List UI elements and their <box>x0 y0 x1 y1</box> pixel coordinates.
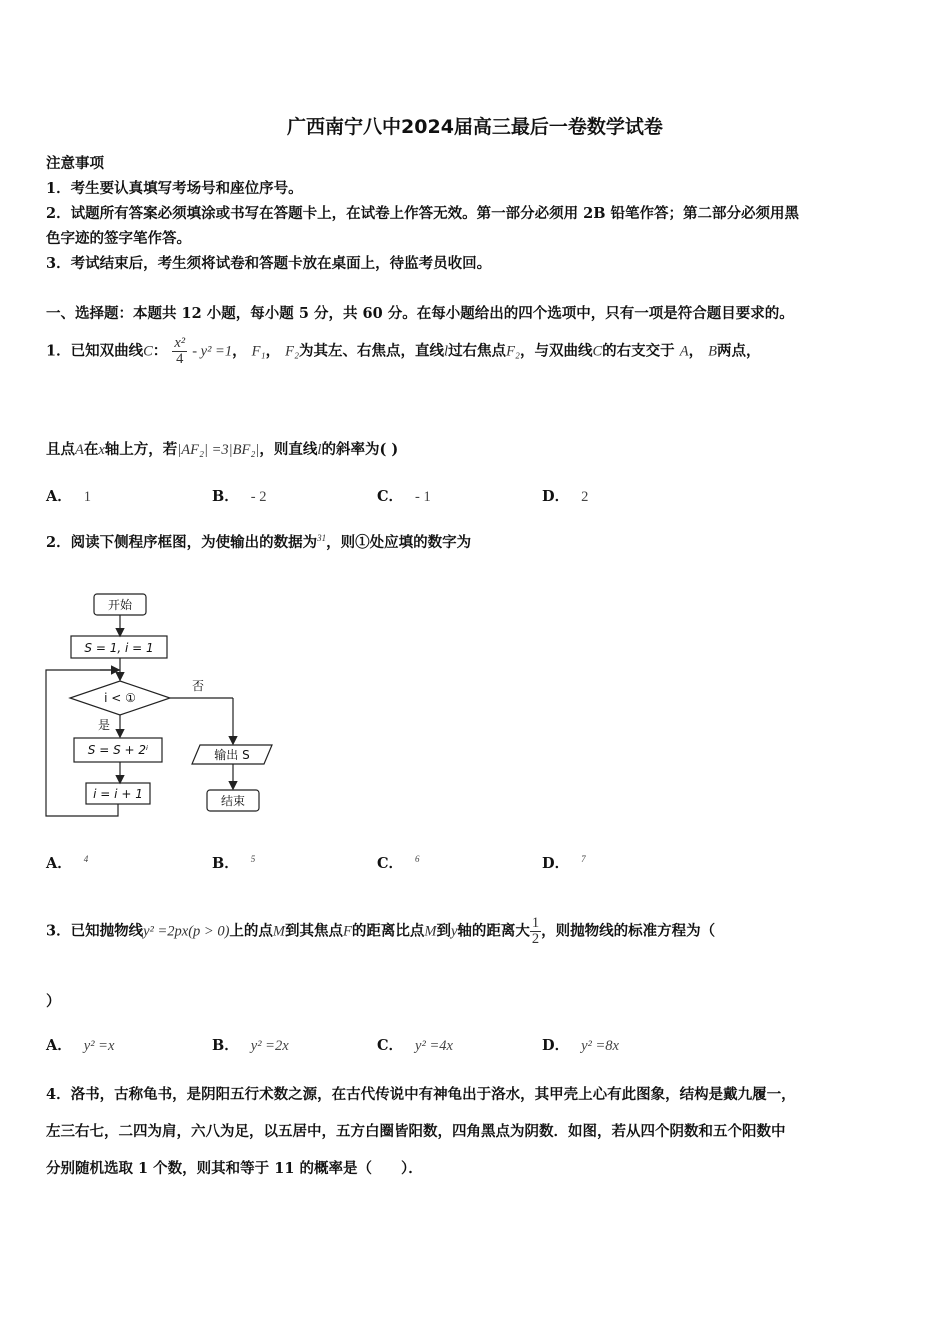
q3-t1: 3．已知抛物线 <box>46 922 144 940</box>
q1-line2b: 在 <box>83 441 99 458</box>
question-4-line-3: 分别随机选取 1 个数，则其和等于 11 的概率是（ ）． <box>46 1160 423 1177</box>
q1-line2c: 轴上方，若 <box>104 441 178 458</box>
q1-f2b: F₂ <box>506 343 520 360</box>
q1-line2e: 的斜率为( ) <box>321 441 399 458</box>
q3-t4: 的距离比点 <box>351 922 425 940</box>
q2-option-b[interactable]: B． $^5$ <box>212 854 256 872</box>
q3-t2: 上的点 <box>229 922 273 940</box>
q3-y: y <box>450 923 458 940</box>
question-1-line-2 <box>46 438 398 459</box>
flow-start-label: 开始 <box>107 598 133 612</box>
section-heading: 一、选择题：本题共 12 小题，每小题 5 分，共 60 分。在每小题给出的四个选项中，只有一项是符合题目要求的。 <box>46 305 794 322</box>
q3-m: M <box>272 923 286 940</box>
q2-option-c[interactable]: C． $^6$ <box>377 854 420 872</box>
q1-option-c[interactable]: C． - 1 <box>377 488 431 505</box>
q3-f: F <box>343 923 352 940</box>
q1-a: A <box>679 343 689 360</box>
q3-t6: 轴的距离大 <box>457 922 530 940</box>
q3-t5: 到 <box>436 922 451 940</box>
q1-sep3: ， <box>688 342 704 360</box>
q1-line2d: ，则直线 <box>259 441 318 458</box>
q1-a2: A <box>75 442 84 458</box>
flow-init-label: S = 1, i = 1 <box>84 641 154 655</box>
q1-option-d[interactable]: D． 2 <box>542 488 589 505</box>
q3-fraction: $\frac{1}{2}$ <box>531 915 540 947</box>
flow-output-label: 输出 S <box>214 748 250 762</box>
q2-option-a[interactable]: A． $^4$ <box>46 854 89 872</box>
q1-option-a[interactable]: A． 1 <box>46 488 92 505</box>
q3-t7: ，则抛物线的标准方程为（ <box>541 922 716 940</box>
flow-yes-label: 是 <box>98 718 111 732</box>
q2-t2: ，则①处应填的数字为 <box>326 534 472 551</box>
q2-t1: 2．阅读下侧程序框图，为使输出的数据为 <box>46 534 318 551</box>
q3-option-a[interactable]: A． y² =x <box>46 1037 115 1054</box>
q1-c2: C <box>592 343 603 360</box>
notice-item-1: 1．考生要认真填写考场号和座位序号。 <box>46 180 303 197</box>
q3-m2: M <box>424 923 437 940</box>
q1-l2: l <box>317 442 322 458</box>
q1-t3: ，与双曲线 <box>519 342 593 360</box>
notice-item-3: 3．考试结束后，考生须将试卷和答题卡放在桌面上，待监考员收回。 <box>46 255 492 272</box>
q1-sep2: ， <box>265 342 281 360</box>
q3-option-c[interactable]: C． y² =4x <box>377 1037 453 1054</box>
q1-t5: 两点， <box>716 342 761 360</box>
q3-t3: 到其焦点 <box>285 922 344 940</box>
flow-cond-label: i < ① <box>104 691 136 705</box>
q1-colon: ： <box>152 342 168 360</box>
question-4-line-1: 4．洛书，古称龟书，是阴阳五行术数之源，在古代传说中有神龟出于洛水，其甲壳上心有此图象，结构是戴九履一， <box>46 1086 796 1103</box>
q3-option-d[interactable]: D． y² =8x <box>542 1037 619 1054</box>
q1-b: B <box>708 343 717 360</box>
q1-f1: F₁ <box>251 343 266 360</box>
flow-update-i-label: i = i + 1 <box>93 787 143 801</box>
q1-prefix: 1．已知双曲线 <box>46 342 144 360</box>
q1-f2: F₂ <box>285 343 300 360</box>
flowchart <box>40 585 290 825</box>
page-title: 广西南宁八中2024届高三最后一卷数学试卷 <box>287 116 663 138</box>
q1-fraction: $\frac{\text{x²}}{4}$ <box>174 335 186 367</box>
q2-option-d[interactable]: D． $^7$ <box>542 854 586 872</box>
flow-end-label: 结束 <box>220 794 246 808</box>
q1-t2: 过右焦点 <box>448 342 507 360</box>
q1-sep1: ， <box>232 342 247 360</box>
flow-no-label: 否 <box>192 679 205 693</box>
q1-eq-rest: - y² =1 <box>192 343 233 360</box>
q3-equation: y² =2px(p > 0) <box>143 923 230 940</box>
question-1-line-1 <box>46 336 760 367</box>
q1-x: x <box>98 442 105 458</box>
q1-t1: 为其左、右焦点，直线 <box>299 342 445 360</box>
notice-item-2: 2．试题所有答案必须填涂或书写在答题卡上，在试卷上作答无效。第一部分必须用 2B 铅笔作答；第二部分必须用黑 <box>46 205 800 222</box>
notice-heading: 注意事项 <box>46 155 104 172</box>
notice-item-2-cont: 色字迹的签字笔作答。 <box>46 230 191 247</box>
flow-update-s-label: S = S + 2ⁱ <box>87 743 149 757</box>
q3-option-b[interactable]: B． y² =2x <box>212 1037 289 1054</box>
question-3-line-1 <box>46 916 715 947</box>
q1-c: C <box>143 343 153 360</box>
q2-value: 31 <box>317 533 327 544</box>
q1-condition: |AF₂| =3|BF₂| <box>177 442 260 458</box>
question-2-text <box>46 531 471 552</box>
q1-line2a: 且点 <box>46 441 75 458</box>
q1-t4: 的右支交于 <box>602 342 675 360</box>
q1-l: l <box>444 343 449 360</box>
q1-option-b[interactable]: B． - 2 <box>212 488 267 505</box>
question-4-line-2: 左三右七，二四为肩，六八为足，以五居中，五方白圈皆阳数，四角黑点为阴数．如图，若从四个阴数和五个阳数中 <box>46 1123 786 1140</box>
question-3-line-2: ） <box>46 993 61 1010</box>
